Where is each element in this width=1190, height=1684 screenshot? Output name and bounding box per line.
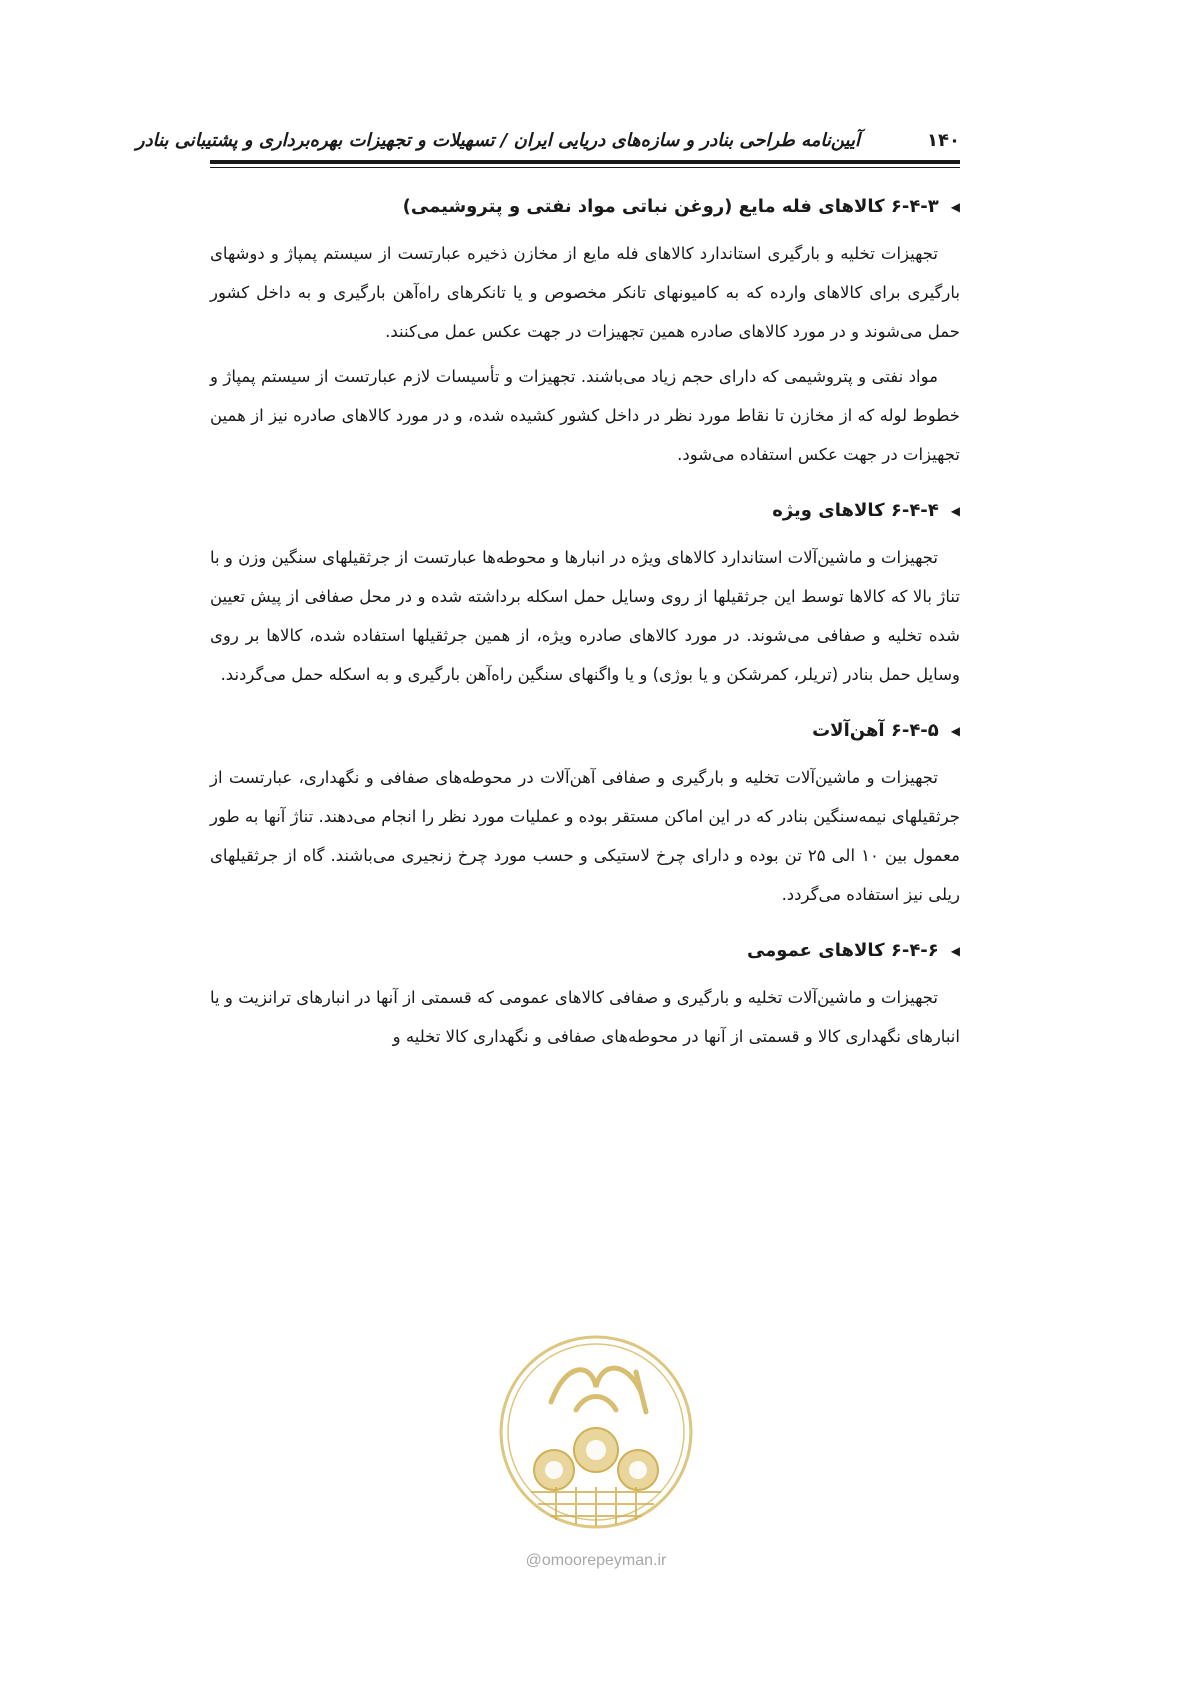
section-heading-text: ۶-۴-۶ کالاهای عمومی bbox=[746, 940, 939, 961]
section-heading bbox=[210, 934, 960, 968]
triangle-bullet-icon: ◀ bbox=[950, 944, 960, 958]
paragraph: تجهیزات و ماشین‌آلات تخلیه و بارگیری و صفافی کالاهای عمومی که قسمتی از آنها در انبارهای ترانزیت و یا انبارهای نگهداری کالا و قسمتی از آنها در محوطه‌های صفافی و نگهداری کالا تخلیه و bbox=[210, 988, 960, 1046]
section-6-4-4 bbox=[210, 494, 960, 694]
section-6-4-5 bbox=[210, 714, 960, 914]
header-title: آیین‌نامه طراحی بنادر و سازه‌های دریایی ایران / تسهیلات و تجهیزات بهره‌برداری و پشتیبانی بنادر bbox=[135, 130, 860, 151]
triangle-bullet-icon: ◀ bbox=[950, 724, 960, 738]
triangle-bullet-icon: ◀ bbox=[950, 200, 960, 214]
paragraph: تجهیزات تخلیه و بارگیری استاندارد کالاهای فله مایع از مخازن ذخیره عبارتست از سیستم پمپاژ و دوشهای بارگیری برای کالاهای وارده که به کامیونهای تانکر مخصوص و یا تانکرهای راه‌آهن بارگیری و به داخل کشور حمل می‌شوند و در مورد کالاهای صادره همین تجهیزات در جهت عکس عمل می‌کنند. bbox=[210, 244, 960, 341]
triangle-bullet-icon: ◀ bbox=[950, 504, 960, 518]
section-heading bbox=[210, 714, 960, 748]
watermark-url: @omoorepeyman.ir bbox=[525, 1552, 667, 1569]
section-heading-text: ۶-۴-۵ آهن‌آلات bbox=[812, 720, 939, 741]
header-rule-thick bbox=[210, 160, 960, 164]
page-number: ۱۴۰ bbox=[927, 130, 960, 151]
paragraph: تجهیزات و ماشین‌آلات تخلیه و بارگیری و صفافی آهن‌آلات در محوطه‌های صفافی و نگهداری، عبارتست از جرثقیلهای نیمه‌سنگین بنادر که در این اماکن مستقر بوده و عملیات مورد نظر را انجام می‌دهند. تناژ آنها به طور معمول بین ۱۰ الی ۲۵ تن بوده و دارای چرخ لاستیکی و حسب مورد چرخ زنجیری می‌باشند. گاه از جرثقیلهای ریلی نیز استفاده می‌گردد. bbox=[210, 768, 960, 904]
header-rule-thin bbox=[210, 167, 960, 168]
paragraph: تجهیزات و ماشین‌آلات استاندارد کالاهای ویژه در انبارها و محوطه‌ها عبارتست از جرثقیلهای سنگین وزن و با تناژ بالا که کالاها توسط این جرثقیلها از روی وسایل حمل اسکله برداشته شده و در محل صفافی از پیش تعیین شده تخلیه و صفافی می‌شوند. در مورد کالاهای صادره ویژه، از همین جرثقیلها استفاده شده، کالاها بر روی وسایل حمل بنادر (تریلر، کمرشکن و یا بوژی) و یا واگنهای سنگین راه‌آهن بارگیری و به اسکله حمل می‌گردند. bbox=[210, 548, 960, 684]
paragraph: مواد نفتی و پتروشیمی که دارای حجم زیاد می‌باشند. تجهیزات و تأسیسات لازم عبارتست از سیستم پمپاژ و خطوط لوله که از مخازن تا نقاط مورد نظر در داخل کشور کشیده شده، و در مورد کالاهای صادره نیز از همین تجهیزات در جهت عکس استفاده می‌شود. bbox=[210, 367, 960, 464]
section-heading-text: ۶-۴-۳ کالاهای فله مایع (روغن نباتی مواد نفتی و پتروشیمی) bbox=[402, 196, 939, 217]
section-heading bbox=[210, 190, 960, 224]
watermark-seal-logo bbox=[496, 1332, 696, 1532]
section-6-4-3 bbox=[210, 190, 960, 474]
section-6-4-6 bbox=[210, 934, 960, 1056]
body-content bbox=[210, 190, 960, 1062]
section-heading-text: ۶-۴-۴ کالاهای ویژه bbox=[772, 500, 939, 521]
section-heading bbox=[210, 494, 960, 528]
